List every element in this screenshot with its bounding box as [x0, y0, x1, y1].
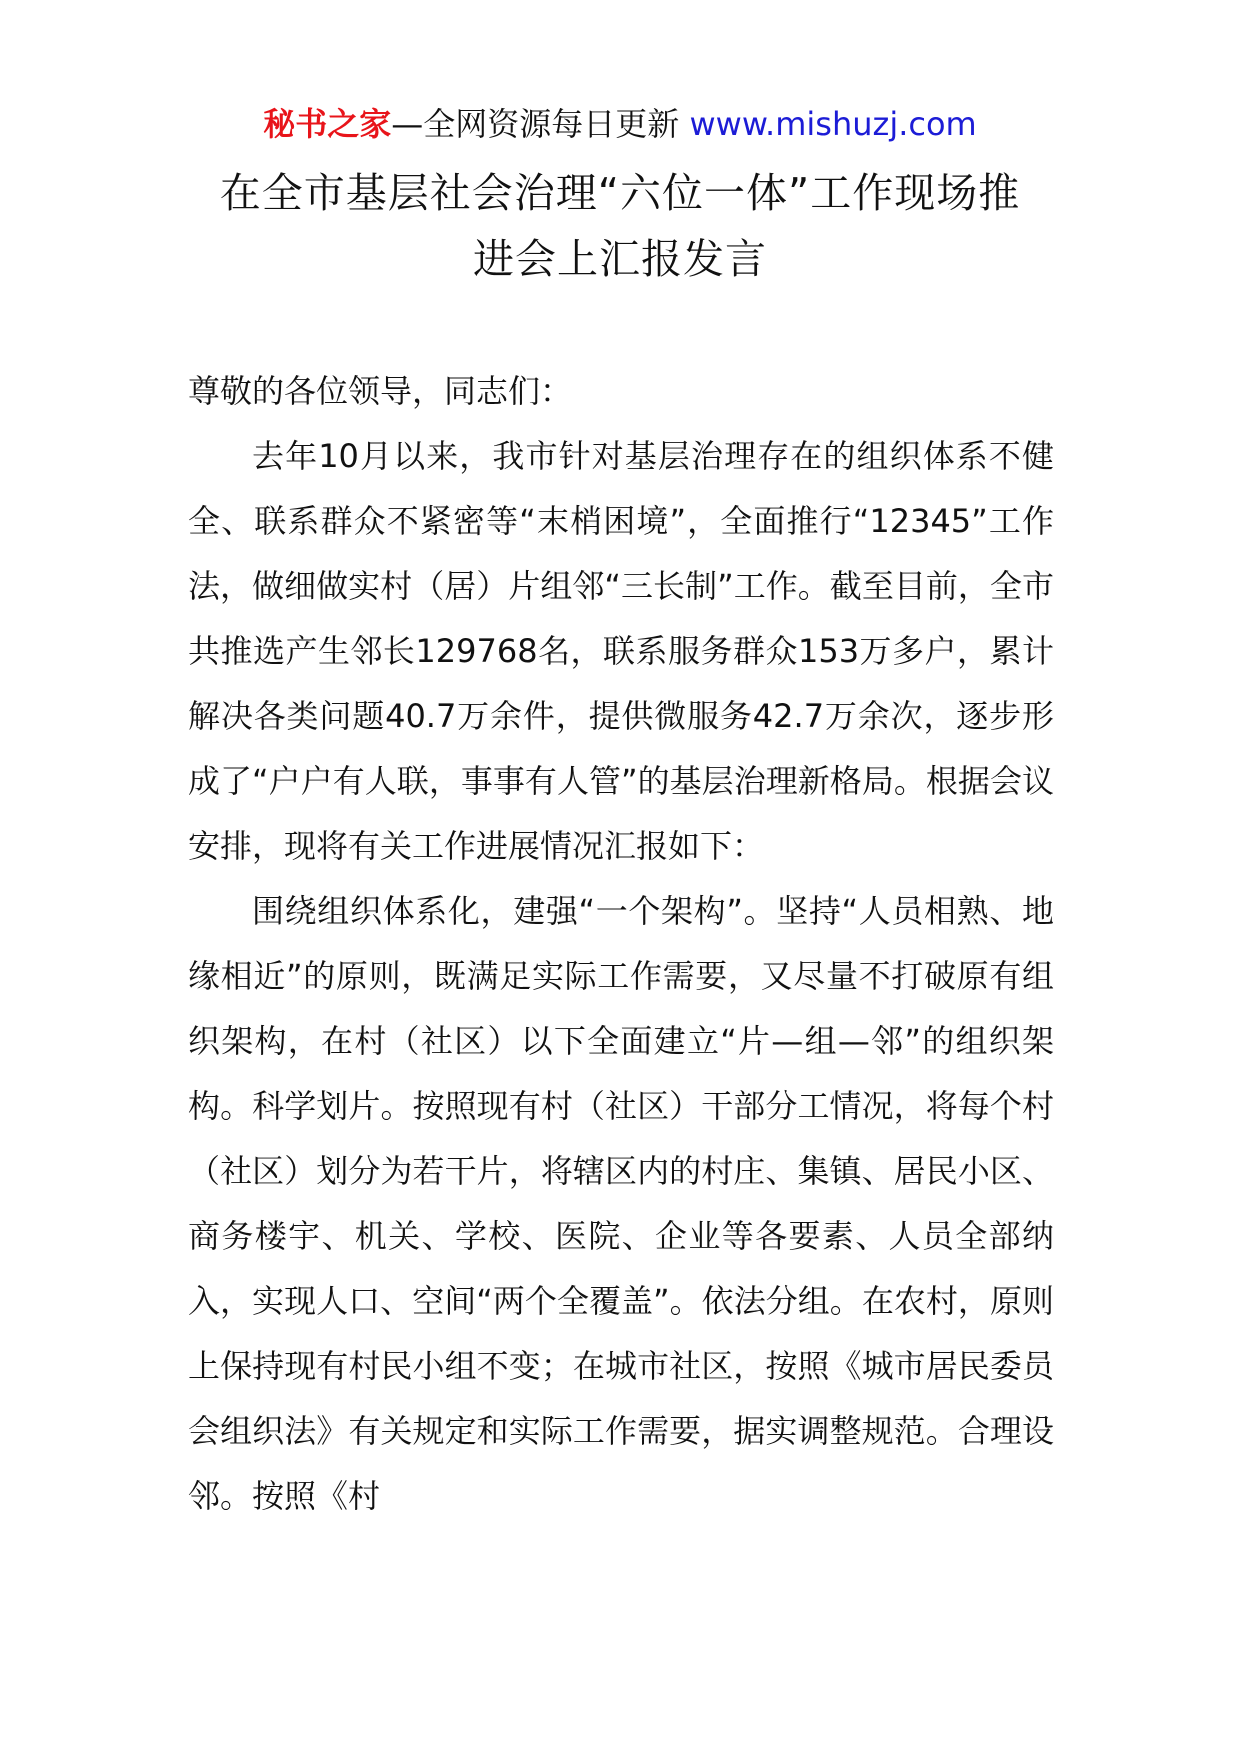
site-banner [0, 100, 1240, 148]
document-title-line-2: 进会上汇报发言 [473, 235, 767, 283]
site-url[interactable]: www.mishuzj.com [689, 105, 977, 143]
banner-tagline: —全网资源每日更新 [391, 105, 690, 143]
salutation: 尊敬的各位领导，同志们： [188, 372, 573, 410]
document-body [188, 359, 1054, 1529]
brand-name: 秘书之家 [263, 105, 392, 143]
paragraph-2: 围绕组织体系化，建强“一个架构”。坚持“人员相熟、地缘相近”的原则，既满足实际工作需要，又尽量不打破原有组织架构，在村（社区）以下全面建立“片—组—邻”的组织架构。科学划片。按照现有村（社区）干部分工情况，将每个村（社区）划分为若干片，将辖区内的村庄、集镇、居民小区、商务楼宇、机关、学校、医院、企业等各要素、人员全部纳入，实现人口、空间“两个全覆盖”。依法分组。在农村，原则上保持现有村民小组不变；在城市社区，按照《城市居民委员会组织法》有关规定和实际工作需要，据实调整规范。合理设邻。按照《村 [188, 892, 1054, 1515]
paragraph-1: 去年10月以来，我市针对基层治理存在的组织体系不健全、联系群众不紧密等“末梢困境”，全面推行“12345”工作法，做细做实村（居）片组邻“三长制”工作。截至目前，全市共推选产生邻长129768名，联系服务群众153万多户，累计解决各类问题40.7万余件，提供微服务42.7万余次，逐步形成了“户户有人联，事事有人管”的基层治理新格局。根据会议安排，现将有关工作进展情况汇报如下： [188, 437, 1054, 865]
document-title-line-1: 在全市基层社会治理“六位一体”工作现场推 [219, 169, 1021, 217]
document-title [170, 160, 1070, 292]
